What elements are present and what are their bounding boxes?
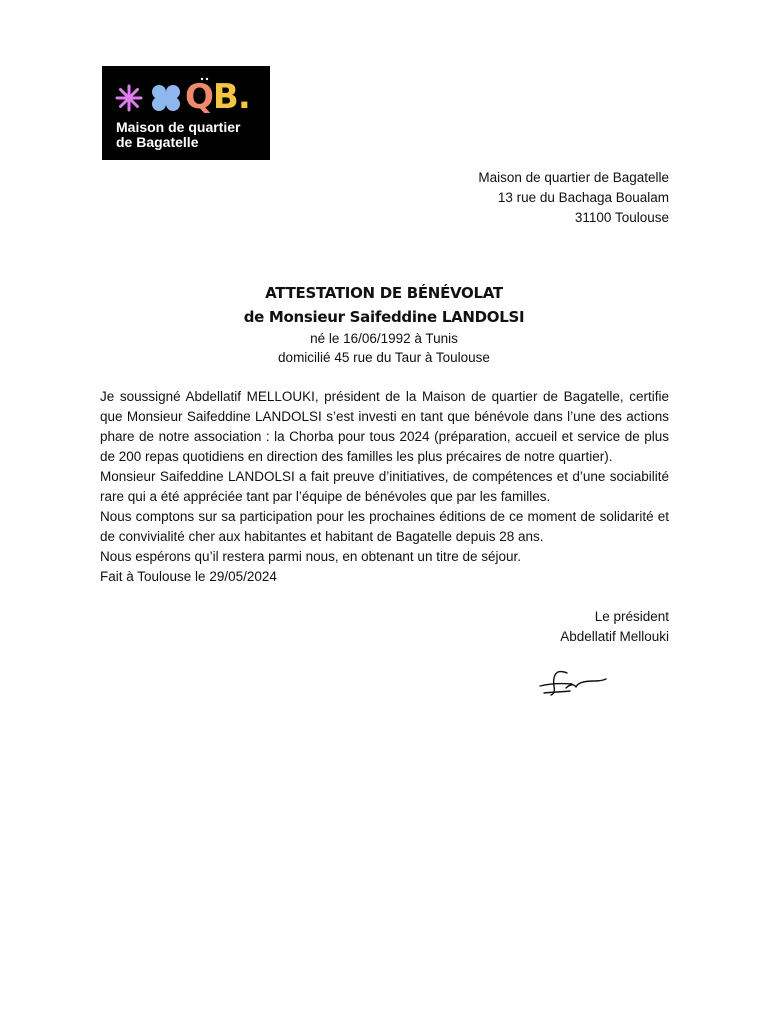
title-heading: ATTESTATION DE BÉNÉVOLAT bbox=[265, 284, 503, 302]
signatory-name: Abdellatif Mellouki bbox=[560, 629, 669, 644]
residence-info: domicilié 45 rue du Taur à Toulouse bbox=[278, 350, 490, 365]
recipient-address bbox=[478, 168, 669, 228]
body-paragraph-3: Nous comptons sur sa participation pour les prochaines éditions de ce moment de solidarité et de convivialité cher aux habitantes et habitant de Bagatelle depuis 28 ans. bbox=[100, 509, 669, 544]
logo-line-2: de Bagatelle bbox=[116, 134, 199, 150]
body-paragraph-1: Je soussigné Abdellatif MELLOUKI, président de la Maison de quartier de Bagatelle, certifie que Monsieur Saifeddine LANDOLSI s’est investi en tant que bénévole dans l’une des actions phare de notre association : la Chorba pour tous 2024 (préparation, accueil et service de plus de 200 repas quotidiens en direction des familles les plus précaires de notre quartier). bbox=[100, 389, 669, 464]
address-line-2: 13 rue du Bachaga Boualam bbox=[497, 190, 669, 205]
signatory-role: Le président bbox=[594, 609, 669, 624]
body-paragraph-4: Nous espérons qu’il restera parmi nous, en obtenant un titre de séjour. bbox=[100, 549, 521, 564]
star-icon bbox=[117, 86, 141, 110]
organization-logo bbox=[102, 66, 270, 160]
logo-letters-text bbox=[102, 66, 103, 67]
clover-icon bbox=[152, 85, 180, 111]
logo-letter-b: B. bbox=[212, 77, 250, 117]
logo-letter-q: Q bbox=[185, 77, 213, 117]
address-line-1: Maison de quartier de Bagatelle bbox=[478, 170, 669, 185]
handwritten-signature bbox=[536, 668, 612, 700]
document-title bbox=[0, 281, 768, 367]
attestation-body bbox=[100, 387, 669, 587]
signature-block bbox=[560, 607, 669, 647]
logo-letters bbox=[185, 76, 250, 118]
logo-line-1: Maison de quartier bbox=[116, 119, 241, 135]
address-line-3: 31100 Toulouse bbox=[574, 210, 669, 225]
place-and-date: Fait à Toulouse le 29/05/2024 bbox=[100, 569, 277, 584]
title-subject: de Monsieur Saifeddine LANDOLSI bbox=[243, 308, 525, 326]
body-paragraph-2: Monsieur Saifeddine LANDOLSI a fait preuve d’initiatives, de compétences et d’une sociabilité rare qui a été appréciée tant par l’équipe de bénévoles que par les familles. bbox=[100, 469, 669, 504]
birth-info: né le 16/06/1992 à Tunis bbox=[310, 331, 458, 346]
